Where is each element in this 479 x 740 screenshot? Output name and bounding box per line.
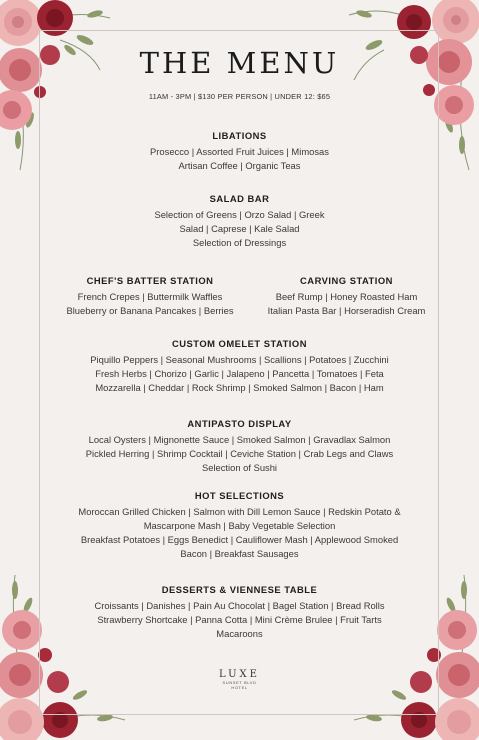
section-carving-station	[250, 275, 443, 318]
menu-line: Italian Pasta Bar | Horseradish Cream	[267, 305, 426, 316]
section-libations	[0, 130, 479, 173]
section-custom-omelet-station	[0, 338, 479, 395]
menu-line: Selection of Dressings	[192, 237, 287, 248]
section-title: SALAD BAR	[209, 193, 270, 204]
menu-line: Beef Rump | Honey Roasted Ham	[275, 291, 418, 302]
menu-line: Macaroons	[216, 628, 263, 639]
menu-line: Bacon | Breakfast Sausages	[180, 548, 299, 559]
menu-title: THE MENU	[139, 46, 340, 80]
menu-line: Local Oysters | Mignonette Sauce | Smoked Salmon | Gravadlax Salmon	[88, 434, 391, 445]
menu-line: Breakfast Potatoes | Eggs Benedict | Cauliflower Mash | Applewood Smoked	[80, 534, 399, 545]
menu-line: Mascarpone Mash | Baby Vegetable Selection	[143, 520, 336, 531]
section-salad-bar	[0, 193, 479, 250]
section-title: CUSTOM OMELET STATION	[172, 338, 307, 349]
menu-line: French Crepes | Buttermilk Waffles	[77, 291, 223, 302]
section-antipasto-display	[0, 418, 479, 475]
logo-name: LUXE	[219, 669, 260, 680]
logo-line-2: HOTEL	[231, 685, 248, 690]
menu-line: Prosecco | Assorted Fruit Juices | Mimosas	[150, 146, 329, 157]
menu-line: Strawberry Shortcake | Panna Cotta | Mini Crème Brulee | Fruit Tarts	[97, 614, 382, 625]
menu-line: Selection of Sushi	[201, 462, 278, 473]
logo-line-1: SUNSET BLVD	[222, 680, 257, 685]
section-hot-selections	[0, 490, 479, 561]
menu-line: Pickled Herring | Shrimp Cocktail | Ceviche Station | Crab Legs and Claws	[85, 448, 394, 459]
menu-line: Piquillo Peppers | Seasonal Mushrooms | Scallions | Potatoes | Zucchini	[90, 354, 389, 365]
section-title: LIBATIONS	[212, 130, 267, 141]
section-title: HOT SELECTIONS	[194, 490, 285, 501]
section-title: DESSERTS & VIENNESE TABLE	[161, 584, 318, 595]
menu-line: Salad | Caprese | Kale Salad	[179, 223, 300, 234]
section-title: ANTIPASTO DISPLAY	[187, 418, 292, 429]
hotel-logo	[0, 669, 479, 690]
menu-line: Mozzarella | Cheddar | Rock Shrimp | Smoked Salmon | Bacon | Ham	[95, 382, 384, 393]
menu-subtitle: 11AM - 3PM | $130 PER PERSON | UNDER 12: $65	[148, 92, 331, 101]
section-title: CARVING STATION	[300, 275, 393, 286]
menu-line: Fresh Herbs | Chorizo | Garlic | Jalapeno | Pancetta | Tomatoes | Feta	[95, 368, 384, 379]
menu-line: Blueberry or Banana Pancakes | Berries	[66, 305, 234, 316]
menu-line: Selection of Greens | Orzo Salad | Greek	[154, 209, 325, 220]
section-desserts-viennese-table	[0, 584, 479, 641]
menu-line: Artisan Coffee | Organic Teas	[178, 160, 301, 171]
section-title: CHEF'S BATTER STATION	[86, 275, 214, 286]
section-chefs-batter-station	[50, 275, 250, 318]
menu-line: Croissants | Danishes | Pain Au Chocolat | Bagel Station | Bread Rolls	[94, 600, 385, 611]
menu-line: Moroccan Grilled Chicken | Salmon with Dill Lemon Sauce | Redskin Potato &	[78, 506, 401, 517]
